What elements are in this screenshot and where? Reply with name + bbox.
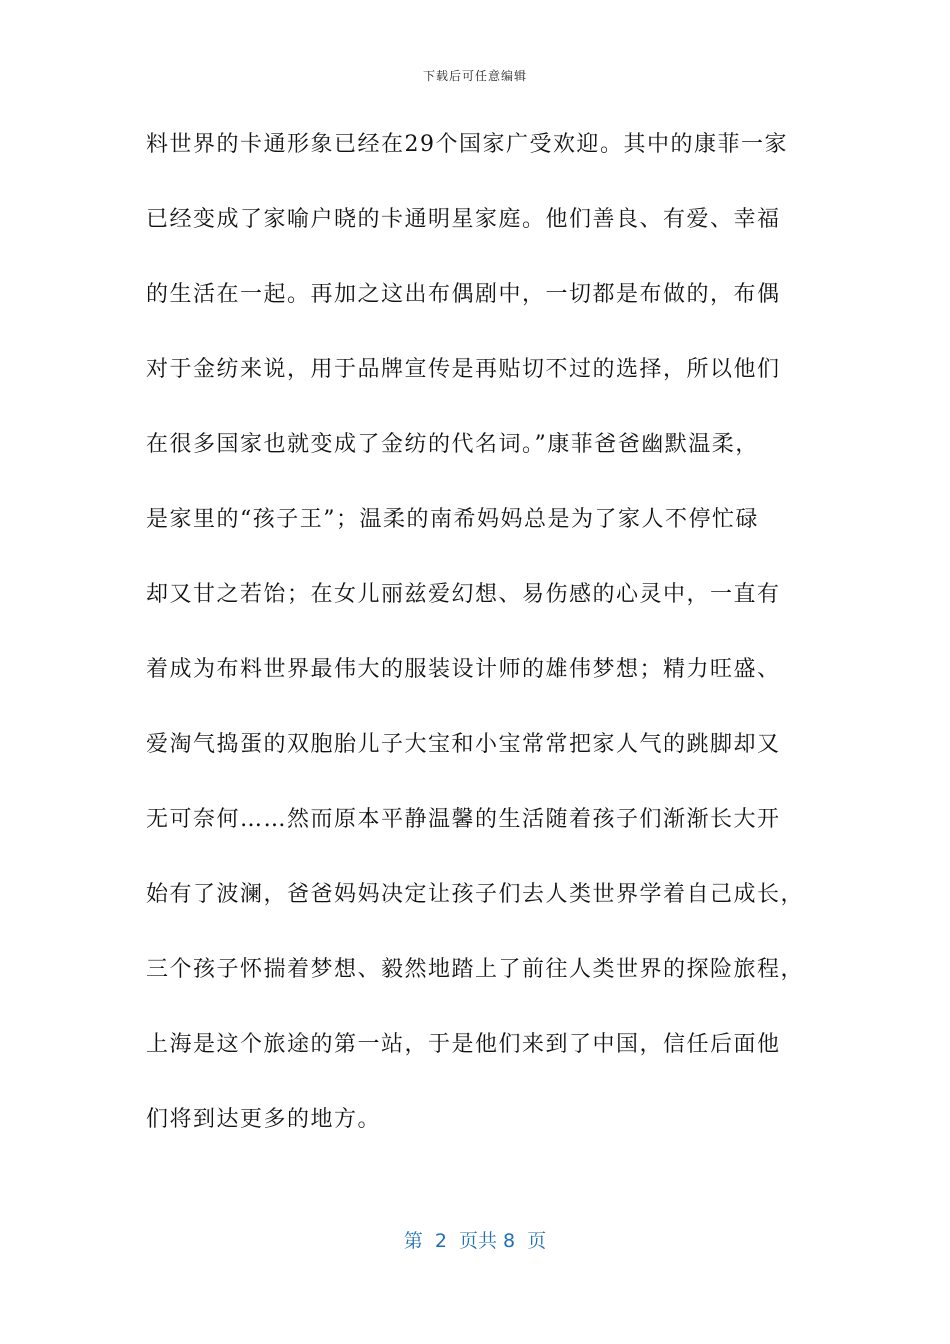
text-line: 却又甘之若饴；在女儿丽兹爱幻想、易伤感的心灵中，一直有 <box>146 582 781 607</box>
text-line: 对于金纺来说，用于品牌宣传是再贴切不过的选择，所以他们 <box>146 357 781 382</box>
body-paragraph <box>146 125 814 1175</box>
text-line: 无可奈何……然而原本平静温馨的生活随着孩子们渐渐长大开 <box>146 807 781 832</box>
text-line: 料世界的卡通形象已经在29个国家广受欢迎。其中的康菲一家 <box>146 132 788 157</box>
text-line: 是家里的“孩子王”；温柔的南希妈妈总是为了家人不停忙碌 <box>146 507 759 532</box>
page-number-footer: 第 2 页共 8 页 <box>403 1230 547 1252</box>
text-line: 上海是这个旅途的第一站，于是他们来到了中国，信任后面他 <box>146 1032 781 1057</box>
text-line: 已经变成了家喻户晓的卡通明星家庭。他们善良、有爱、幸福 <box>146 207 781 232</box>
text-line: 三个孩子怀揣着梦想、毅然地踏上了前往人类世界的探险旅程， <box>146 957 805 982</box>
page-header: 下载后可任意编辑 <box>422 69 527 83</box>
text-line: 爱淘气捣蛋的双胞胎儿子大宝和小宝常常把家人气的跳脚却又 <box>146 732 781 757</box>
text-line: 在很多国家也就变成了金纺的代名词。”康菲爸爸幽默温柔， <box>146 432 759 457</box>
text-line: 的生活在一起。再加之这出布偶剧中，一切都是布做的，布偶 <box>146 282 781 307</box>
text-line: 着成为布料世界最伟大的服装设计师的雄伟梦想；精力旺盛、 <box>146 657 781 682</box>
text-line: 们将到达更多的地方。 <box>146 1107 382 1132</box>
text-line: 始有了波澜，爸爸妈妈决定让孩子们去人类世界学着自己成长， <box>146 882 805 907</box>
